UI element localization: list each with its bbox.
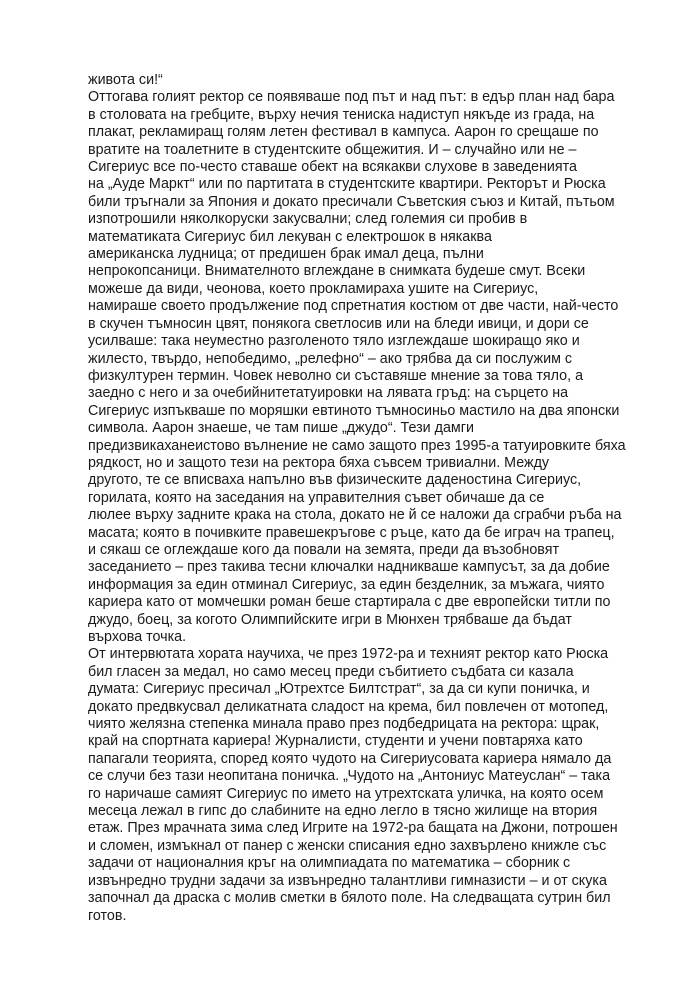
text-line: Сигериус все по-често ставаше обект на всякакви слухове в заведенията xyxy=(88,159,577,176)
text-line: готов. xyxy=(88,907,127,924)
text-line: заедно с него и за очебийнитетатуировки на лявата гръд: на сърцето на xyxy=(88,385,569,402)
text-line: От интервютата хората научиха, че през 1972-ра и техният ректор като Рюска xyxy=(88,646,609,663)
text-line: докато предвкусвал деликатната сладост на крема, бил повлечен от мотопед, xyxy=(88,698,609,715)
text-line: месеца лежал в гипс до слабините на едно легло в тясно жилище на втория xyxy=(88,803,598,820)
text-line: чиято желязна степенка минала право през подбедрицата на ректора: щрак, xyxy=(88,716,600,733)
text-line: люлее върху задните крака на стола, докато не й се наложи да сграбчи ръба на xyxy=(88,507,622,524)
text-line: заседанието – през такива тесни ключалки надникваше кампусът, за да добие xyxy=(88,559,610,576)
text-line: в столовата на гребците, върху нечия тениска надиступ някъде из града, на xyxy=(88,106,595,123)
text-line: американска лудница; от предишен брак имал деца, пълни xyxy=(88,246,484,263)
text-line: папагали теорията, според която чудото на Сигериусовата кариера нямало да xyxy=(88,750,612,767)
text-line: изпотрошили няколкоруски закусвални; след големия си пробив в xyxy=(88,211,528,228)
text-line: плакат, рекламиращ голям летен фестивал в кампуса. Аарон го срещаше по xyxy=(88,124,599,141)
text-line: на „Ауде Маркт“ или по партитата в студентските квартири. Ректорът и Рюска xyxy=(88,176,606,193)
text-line: горилата, която на заседания на управителния съвет обичаше да се xyxy=(88,489,545,506)
text-line: Сигериус изпъкваше по моряшки евтиното тъмносиньо мастило на два японски xyxy=(88,402,620,419)
text-line: масата; която в почивките правешекръгове с ръце, като да бе играч на трапец, xyxy=(88,524,615,541)
text-line: били тръгнали за Япония и докато пресичали Съветския съюз и Китай, пътьом xyxy=(88,193,615,210)
text-line: символа. Аарон знаеше, че там пише „джудо“. Тези дамги xyxy=(88,420,474,437)
text-line: извънредно трудни задачи за извънредно талантливи гимназисти – и от скука xyxy=(88,872,607,889)
body-text xyxy=(88,72,628,925)
text-line: започнал да драска с молив сметки в бялото поле. На следващата сутрин бил xyxy=(88,890,611,907)
text-line: етаж. През мрачната зима след Игрите на 1972-ра бащата на Джони, потрошен xyxy=(88,820,618,837)
text-line: край на спортната кариера! Журналисти, студенти и учени повтаряха като xyxy=(88,733,583,750)
text-line: джудо, боец, за когото Олимпийските игри в Мюнхен трябваше да бъдат xyxy=(88,611,572,628)
text-line: живота си!“ xyxy=(88,72,163,88)
text-line: и сломен, измъкнал от панер с женски списания едно захвърлено книжле със xyxy=(88,837,607,854)
text-line: вратите на тоалетните в студентските общежития. И – случайно или не – xyxy=(88,141,577,158)
text-line: кариера като от момчешки роман беше стартирала с две европейски титли по xyxy=(88,594,611,611)
text-line: жилесто, твърдо, непобедимо, „релефно“ – ако трябва да си послужим с xyxy=(88,350,573,367)
text-line: математиката Сигериус бил лекуван с електрошок в някаква xyxy=(88,228,492,245)
text-line: в скучен тъмносин цвят, понякога светлосив или на бледи ивици, и дори се xyxy=(88,315,589,332)
text-line: се случи без тази неопитана поничка. „Чудото на „Антониус Матеуслан“ – така xyxy=(88,768,611,785)
text-line: физкултурен термин. Човек неволно си съставяше мнение за това тяло, а xyxy=(88,367,584,384)
text-line: рядкост, но и защото тези на ректора бяха съвсем тривиални. Между xyxy=(88,454,550,471)
text-line: непрокопсаници. Внимателното вглеждане в снимката будеше смут. Всеки xyxy=(88,263,586,280)
text-line: информация за един отминал Сигериус, за един безделник, за мъжага, чиято xyxy=(88,576,605,593)
text-line: задачи от националния кръг на олимпиадата по математика – сборник с xyxy=(88,855,571,872)
text-line: намираше своето продължение под спретнатия костюм от две части, най-често xyxy=(88,298,619,315)
text-line: бил гласен за медал, но само месец преди събитието съдбата си казала xyxy=(88,663,574,680)
text-line: предизвикаханеистово вълнение не само защото през 1995-а татуировките бяха xyxy=(88,437,626,454)
text-line: можеше да види, чеонова, което прокламираха ушите на Сигериус, xyxy=(88,280,539,297)
text-line: думата: Сигериус пресичал „Ютрехтсе Билтстрат“, за да си купи поничка, и xyxy=(88,681,590,698)
text-line: върхова точка. xyxy=(88,629,187,645)
text-line: другото, те се вписваха напълно във физическите даденостина Сигериус, xyxy=(88,472,582,489)
text-line: Оттогава голият ректор се появяваше под път и над път: в едър план над бара xyxy=(88,89,615,106)
text-line: усилваше: така неуместно разголеното тяло изглеждаше шокиращо яко и xyxy=(88,333,580,350)
text-line: и сякаш се оглеждаше кого да повали на земята, преди да възобновят xyxy=(88,541,560,558)
text-line: го наричаше самият Сигериус по името на утрехтската уличка, на която осем xyxy=(88,785,604,802)
